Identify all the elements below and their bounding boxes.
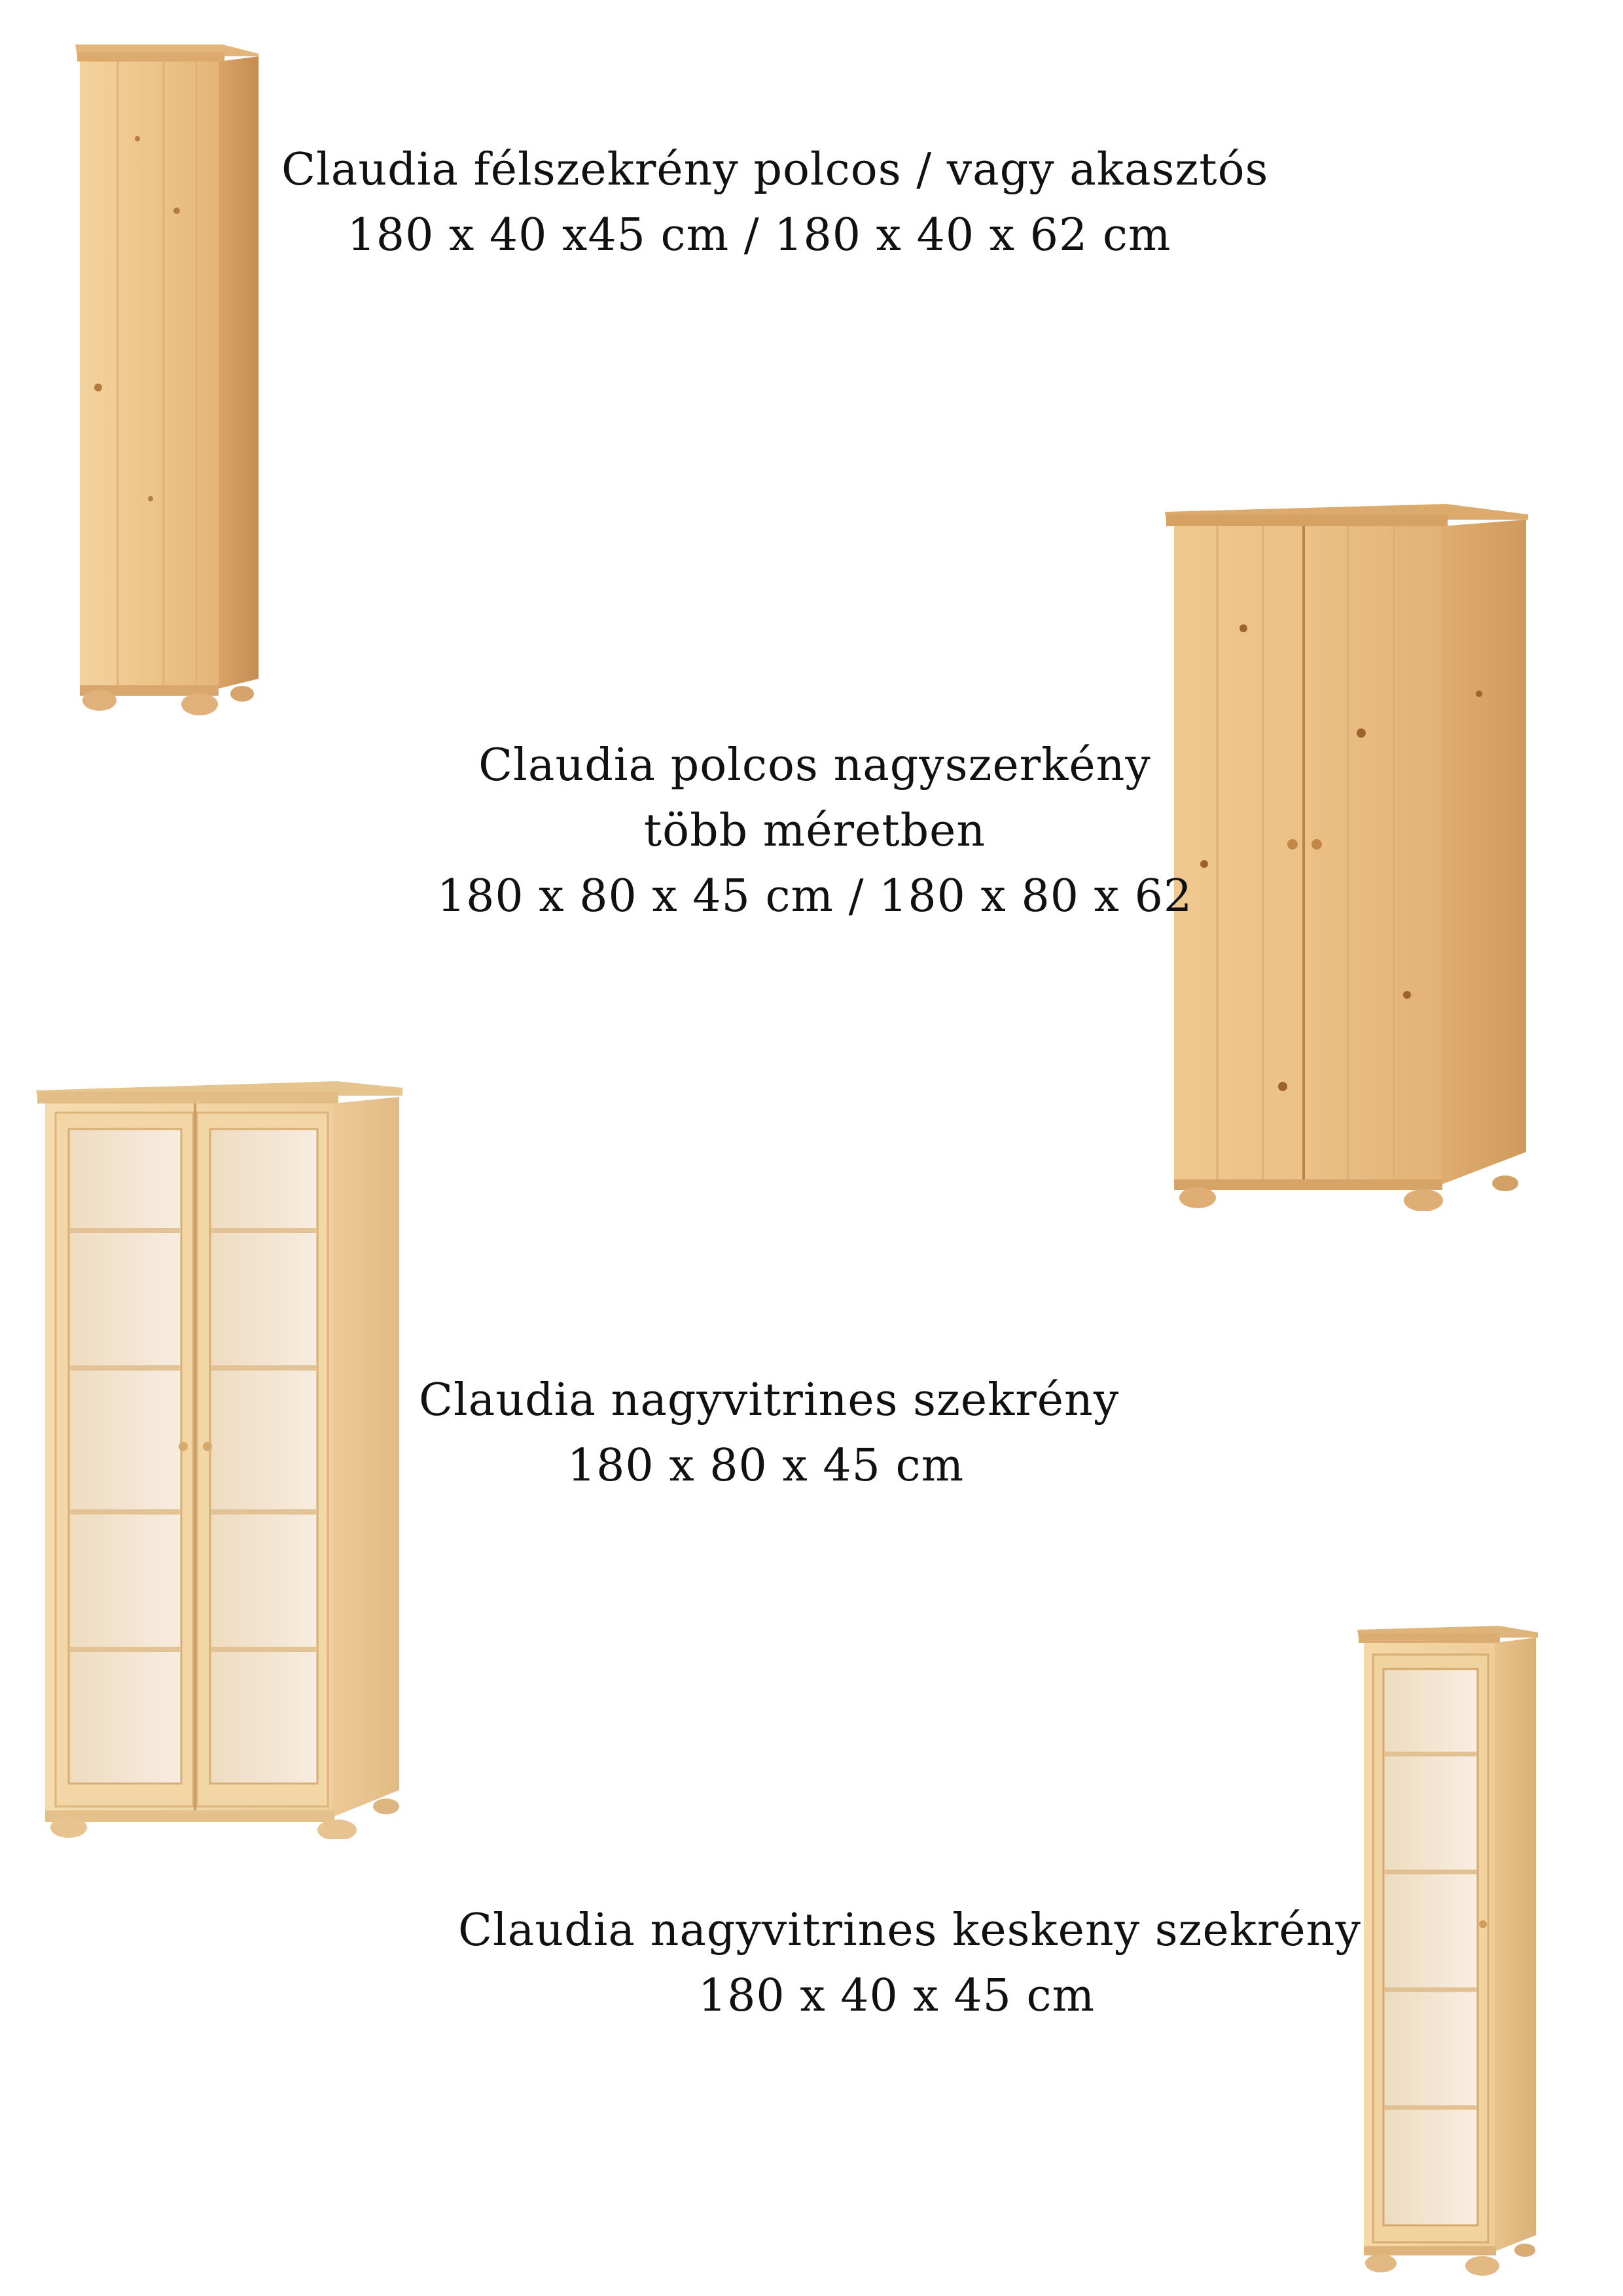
product-dimensions: 180 x 40 x 45 cm (698, 1970, 1096, 2022)
product-name: Claudia félszekrény polcos / vagy akasztós (281, 144, 1269, 196)
product-caption-3 (419, 1368, 1120, 1499)
product-image-single-door-wardrobe (72, 41, 268, 721)
product-subtitle: több méretben (643, 805, 986, 857)
product-image-double-glass-cabinet (36, 1073, 416, 1839)
product-name: Claudia nagyvitrines keskeny szekrény (458, 1905, 1361, 1956)
product-dimensions: 180 x 80 x 45 cm / 180 x 80 x 62 (437, 870, 1193, 922)
product-dimensions: 180 x 40 x45 cm / 180 x 40 x 62 cm (347, 209, 1171, 261)
product-dimensions: 180 x 80 x 45 cm (567, 1440, 965, 1492)
product-name: Claudia nagyvitrines szekrény (419, 1374, 1120, 1426)
product-name: Claudia polcos nagyszerkény (478, 740, 1151, 791)
product-image-narrow-glass-cabinet (1355, 1623, 1544, 2278)
product-caption-4 (458, 1898, 1361, 2029)
product-caption-1 (281, 137, 1269, 268)
product-caption-2 (393, 733, 1237, 929)
